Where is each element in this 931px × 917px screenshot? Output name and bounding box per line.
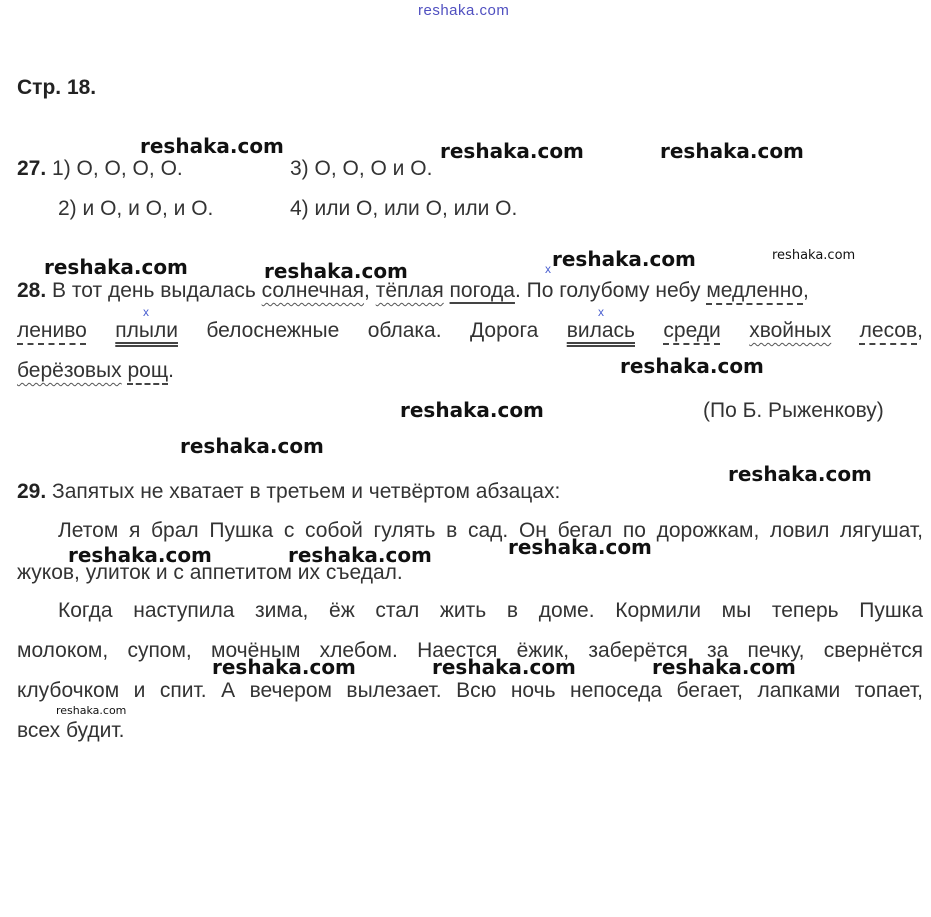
watermark: reshaka.com	[56, 704, 127, 717]
ex28-word-vilas: вилась	[566, 319, 635, 342]
ex28-word-berezovyh: берёзовых	[17, 359, 122, 382]
watermark: reshaka.com	[620, 354, 764, 378]
ex28-dot: .	[168, 359, 174, 382]
ex28-word-plyli: плыли	[115, 319, 178, 342]
page-label: Стр. 18.	[17, 76, 97, 99]
ex28-word-hvoynyh: хвойных	[749, 319, 832, 342]
ex29-intro-line	[17, 478, 560, 506]
ex29-p2-line1: Когда наступила зима, ёж стал жить в доме. Кормили мы теперь Пушка	[58, 599, 923, 622]
ex28-text: . По голубому небу	[514, 279, 701, 302]
watermark: reshaka.com	[772, 248, 856, 263]
ex28-line2	[17, 317, 923, 345]
ex28-word-lesov: лесов	[859, 319, 918, 342]
ex27-answer-2: 2) и О, и О, и О.	[58, 197, 214, 220]
x-mark: x	[598, 305, 604, 319]
watermark: reshaka.com	[400, 398, 544, 422]
watermark: reshaka.com	[652, 655, 796, 679]
ex28-line1	[17, 277, 923, 305]
x-mark: x	[545, 262, 551, 276]
watermark: reshaka.com	[44, 255, 188, 279]
ex28-source: (По Б. Рыженкову)	[703, 399, 884, 422]
watermark: reshaka.com	[264, 259, 408, 283]
ex28-word-lenivo: лениво	[17, 319, 87, 342]
watermark: reshaka.com	[508, 535, 652, 559]
ex28-word-sredi: среди	[663, 319, 721, 342]
ex28-word-solnechnaya: солнечная	[261, 279, 365, 302]
ex27-number: 27.	[17, 157, 47, 180]
watermark: reshaka.com	[432, 655, 576, 679]
ex29-number: 29.	[17, 480, 47, 503]
ex28-comma: ,	[917, 319, 923, 342]
ex29-p1-line2: жуков, улиток и с аппетитом их съедал.	[17, 561, 403, 584]
ex28-line3	[17, 357, 174, 385]
ex28-word-medlenno: медленно	[706, 279, 804, 302]
ex28-word-roshch: рощ	[127, 359, 169, 382]
watermark: reshaka.com	[212, 655, 356, 679]
ex27-answer-1: 1) О, О, О, О.	[52, 157, 183, 180]
ex28-text: белоснежные облака. Дорога	[206, 319, 539, 342]
x-mark: x	[143, 305, 149, 319]
ex27-answer-4: 4) или О, или О, или О.	[290, 197, 518, 220]
watermark: reshaka.com	[288, 543, 432, 567]
ex27-answer-3: 3) О, О, О и О.	[290, 157, 433, 180]
watermark: reshaka.com	[180, 434, 324, 458]
ex29-p2-line4: всех будит.	[17, 719, 125, 742]
ex28-comma: ,	[364, 279, 370, 302]
ex28-number: 28.	[17, 279, 47, 302]
top-watermark: reshaka.com	[418, 2, 510, 19]
watermark: reshaka.com	[68, 543, 212, 567]
ex29-p2-line3: клубочком и спит. А вечером вылезает. Всю ночь непоседа бегает, лапками топает,	[17, 679, 923, 702]
ex27-line1	[17, 155, 183, 183]
ex28-comma: ,	[803, 279, 809, 302]
ex29-intro: Запятых не хватает в третьем и четвёртом абзацах:	[52, 480, 561, 503]
watermark: reshaka.com	[440, 139, 584, 163]
ex28-word-teplaya: тёплая	[375, 279, 444, 302]
watermark: reshaka.com	[140, 134, 284, 158]
ex29-p1-line1: Летом я брал Пушка с собой гулять в сад. Он бегал по дорожкам, ловил лягушат,	[58, 519, 923, 542]
watermark: reshaka.com	[728, 462, 872, 486]
watermark: reshaka.com	[552, 247, 696, 271]
ex28-word-pogoda: погода	[449, 279, 515, 302]
watermark: reshaka.com	[660, 139, 804, 163]
ex29-p2-line2: молоком, супом, мочёным хлебом. Наестся ёжик, заберётся за печку, свернётся	[17, 639, 923, 662]
ex28-text: В тот день выдалась	[52, 279, 256, 302]
